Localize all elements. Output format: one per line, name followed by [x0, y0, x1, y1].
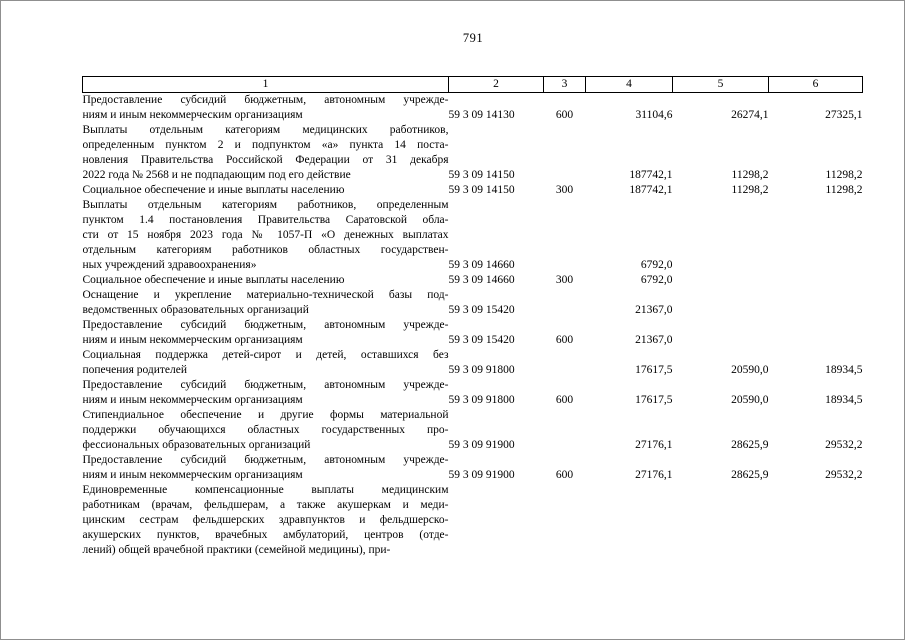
header-col-3: 3: [544, 77, 586, 93]
row-title: [83, 123, 449, 183]
row-amount-3: [769, 273, 863, 288]
row-title-line: Стипендиальное обеспечение и другие формы материальной: [82, 409, 449, 421]
table-row: [83, 198, 863, 273]
row-title-line: лений) общей врачебной практики (семейной медицины), при-: [82, 544, 391, 556]
row-code: 59 3 09 14150: [448, 184, 515, 196]
row-amount-2: 20590,0: [731, 394, 769, 406]
row-amount-1: 6792,0: [640, 259, 673, 271]
row-expense-kind: 600: [555, 109, 574, 121]
row-title-line: Единовременные компенсационные выплаты медицинским: [82, 484, 449, 496]
row-amount-2: 11298,2: [731, 184, 769, 196]
row-title-line: Выплаты отдельным категориям медицинских работников,: [82, 124, 449, 136]
row-title: [83, 288, 449, 318]
row-expense-kind: [544, 408, 586, 453]
row-title-line: определенным пунктом 2 и подпунктом «а» пункта 14 поста-: [82, 139, 449, 151]
table-header: [83, 77, 863, 93]
row-amount-2: 28625,9: [731, 439, 769, 451]
row-amount-3: [769, 318, 863, 348]
row-code: 59 3 09 15420: [448, 334, 515, 346]
row-title-line: Предоставление субсидий бюджетным, автономным учрежде-: [82, 454, 449, 466]
row-amount-2: [673, 273, 769, 288]
row-expense-kind: 600: [555, 394, 574, 406]
row-amount-1: 17617,5: [635, 394, 673, 406]
row-title-line: ниям и иным некоммерческим организациям: [82, 109, 303, 121]
row-expense-kind: [544, 288, 586, 318]
row-expense-kind: [544, 483, 586, 558]
row-expense-kind: [544, 198, 586, 273]
row-title-line: Предоставление субсидий бюджетным, автономным учрежде-: [82, 94, 449, 106]
table-row: [83, 348, 863, 378]
row-title-line: ных учреждений здравоохранения»: [82, 259, 257, 271]
row-expense-kind: [544, 348, 586, 378]
row-amount-3: 11298,2: [825, 184, 863, 196]
row-amount-1: [586, 483, 673, 558]
row-amount-2: 20590,0: [731, 364, 769, 376]
row-amount-2: 26274,1: [731, 109, 769, 121]
row-expense-kind: 300: [555, 274, 574, 286]
row-title-line: Социальное обеспечение и иные выплаты населению: [82, 274, 345, 286]
row-title-line: отдельным категориям работников областных государствен-: [82, 244, 449, 256]
row-title: [83, 93, 449, 124]
row-amount-3: 18934,5: [825, 364, 863, 376]
row-expense-kind: 300: [555, 184, 574, 196]
header-col-6: 6: [769, 77, 863, 93]
table-row: [83, 273, 863, 288]
row-amount-3: [769, 483, 863, 558]
row-title: [83, 453, 449, 483]
row-title-line: работникам (врачам, фельдшерам, а также акушеркам и меди-: [82, 499, 449, 511]
table-row: [83, 123, 863, 183]
row-amount-1: 21367,0: [635, 304, 673, 316]
row-title: [83, 408, 449, 453]
row-code: 59 3 09 14660: [448, 274, 515, 286]
table-body: [83, 93, 863, 559]
row-title: [83, 378, 449, 408]
row-expense-kind: 600: [555, 334, 574, 346]
table-row: [83, 93, 863, 124]
row-code: 59 3 09 14130: [448, 109, 515, 121]
row-code: 59 3 09 91800: [448, 364, 515, 376]
row-title-line: ниям и иным некоммерческим организациям: [82, 469, 303, 481]
header-col-2: 2: [449, 77, 544, 93]
row-amount-2: [673, 198, 769, 273]
row-title: [83, 318, 449, 348]
row-amount-2: [673, 318, 769, 348]
row-title-line: фессиональных образовательных организаций: [82, 439, 311, 451]
row-title: [83, 273, 449, 288]
row-title: [83, 183, 449, 198]
row-title-line: сти от 15 ноября 2023 года № 1057-П «О денежных выплатах: [82, 229, 449, 241]
table-row: [83, 183, 863, 198]
row-title-line: цинским сестрам фельдшерских здравпунктов и фельдшерско-: [82, 514, 449, 526]
row-title-line: Оснащение и укрепление материально-технической базы под-: [82, 289, 449, 301]
row-amount-1: 6792,0: [640, 274, 673, 286]
table-header-row: [83, 77, 863, 93]
row-title: [83, 483, 449, 558]
budget-table: [82, 76, 863, 558]
row-amount-1: 27176,1: [635, 439, 673, 451]
row-title-line: ведомственных образовательных организаций: [82, 304, 309, 316]
table-row: [83, 288, 863, 318]
row-title-line: пунктом 1.4 постановления Правительства Саратовской обла-: [82, 214, 449, 226]
table-row: [83, 453, 863, 483]
row-amount-3: 11298,2: [825, 169, 863, 181]
row-code: 59 3 09 15420: [448, 304, 515, 316]
header-col-4: 4: [586, 77, 673, 93]
row-expense-kind: 600: [555, 469, 574, 481]
page-number: 791: [462, 31, 484, 45]
row-amount-1: 187742,1: [629, 184, 673, 196]
row-title-line: поддержки обучающихся областных государственных про-: [82, 424, 449, 436]
row-title-line: акушерских пунктов, врачебных амбулаторий, центров (отде-: [82, 529, 449, 541]
row-code: 59 3 09 14660: [448, 259, 515, 271]
row-amount-3: 29532,2: [825, 469, 863, 481]
row-title-line: Выплаты отдельным категориям работников, определенным: [82, 199, 449, 211]
row-title-line: Предоставление субсидий бюджетным, автономным учрежде-: [82, 379, 449, 391]
row-title: [83, 348, 449, 378]
row-amount-3: 27325,1: [825, 109, 863, 121]
table-row: [83, 318, 863, 348]
row-amount-1: 27176,1: [635, 469, 673, 481]
row-amount-1: 31104,6: [635, 109, 673, 121]
row-title-line: попечения родителей: [82, 364, 188, 376]
row-code: 59 3 09 14150: [448, 169, 515, 181]
header-col-1: 1: [83, 77, 449, 93]
table-row: [83, 408, 863, 453]
row-amount-3: 18934,5: [825, 394, 863, 406]
row-title-line: Предоставление субсидий бюджетным, автономным учрежде-: [82, 319, 449, 331]
row-code: 59 3 09 91800: [448, 394, 515, 406]
row-amount-2: [673, 288, 769, 318]
row-title-line: ниям и иным некоммерческим организациям: [82, 394, 303, 406]
row-amount-2: 11298,2: [731, 169, 769, 181]
row-amount-2: [673, 483, 769, 558]
row-amount-2: 28625,9: [731, 469, 769, 481]
row-amount-1: 187742,1: [629, 169, 673, 181]
table-row: [83, 378, 863, 408]
row-code: [449, 483, 544, 558]
row-title-line: новления Правительства Российской Федерации от 31 декабря: [82, 154, 449, 166]
row-amount-3: [769, 288, 863, 318]
row-amount-3: [769, 198, 863, 273]
row-title-line: Социальная поддержка детей-сирот и детей, оставшихся без: [82, 349, 449, 361]
row-title-line: Социальное обеспечение и иные выплаты населению: [82, 184, 345, 196]
header-col-5: 5: [673, 77, 769, 93]
row-code: 59 3 09 91900: [448, 439, 515, 451]
row-expense-kind: [544, 123, 586, 183]
table-row: [83, 483, 863, 558]
row-title-line: ниям и иным некоммерческим организациям: [82, 334, 303, 346]
row-amount-1: 21367,0: [635, 334, 673, 346]
row-title: [83, 198, 449, 273]
row-code: 59 3 09 91900: [448, 469, 515, 481]
row-amount-3: 29532,2: [825, 439, 863, 451]
row-amount-1: 17617,5: [635, 364, 673, 376]
row-title-line: 2022 года № 2568 и не подпадающим под его действие: [82, 169, 351, 181]
